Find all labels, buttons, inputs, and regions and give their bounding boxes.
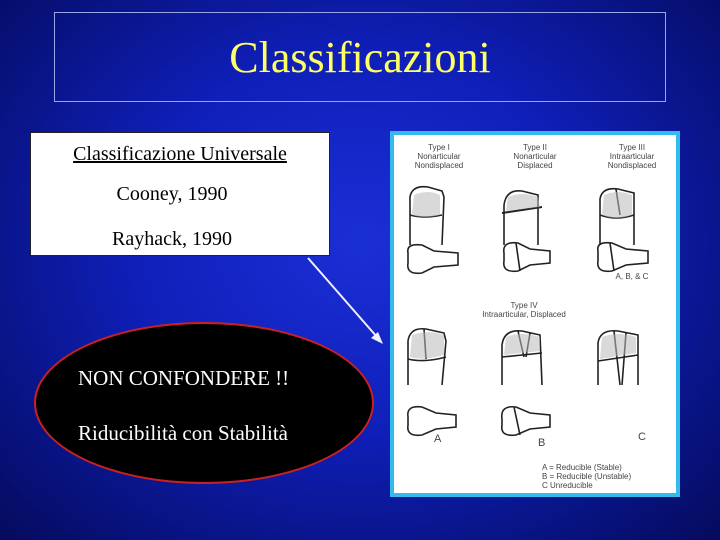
col3-header: Type III Intraarticular Nondisplaced	[607, 143, 657, 170]
figure-legend: A = Reducible (Stable) B = Reducible (Unstable) C Unreducible	[542, 463, 632, 490]
fracture-classification-figure	[390, 131, 680, 497]
classification-heading: Classificazione Universale	[73, 143, 287, 165]
reference-cooney: Cooney, 1990	[116, 183, 228, 205]
col2-header: Type II Nonarticular Displaced	[513, 143, 557, 170]
label-c: C	[638, 431, 646, 443]
slide-title: Classificazioni	[229, 32, 491, 82]
type4-header: Type IV Intraarticular, Displaced	[482, 301, 566, 319]
col1-header: Type I Nonarticular Nondisplaced	[414, 143, 464, 170]
warning-line-2: Riducibilità con Stabilità	[78, 421, 288, 445]
warning-ellipse	[34, 322, 374, 484]
subtypes-label: A, B, & C	[615, 272, 649, 281]
reference-rayhack: Rayhack, 1990	[112, 228, 232, 250]
label-b: B	[538, 437, 546, 449]
label-a: A	[434, 433, 442, 445]
warning-line-1: NON CONFONDERE !!	[78, 366, 290, 390]
